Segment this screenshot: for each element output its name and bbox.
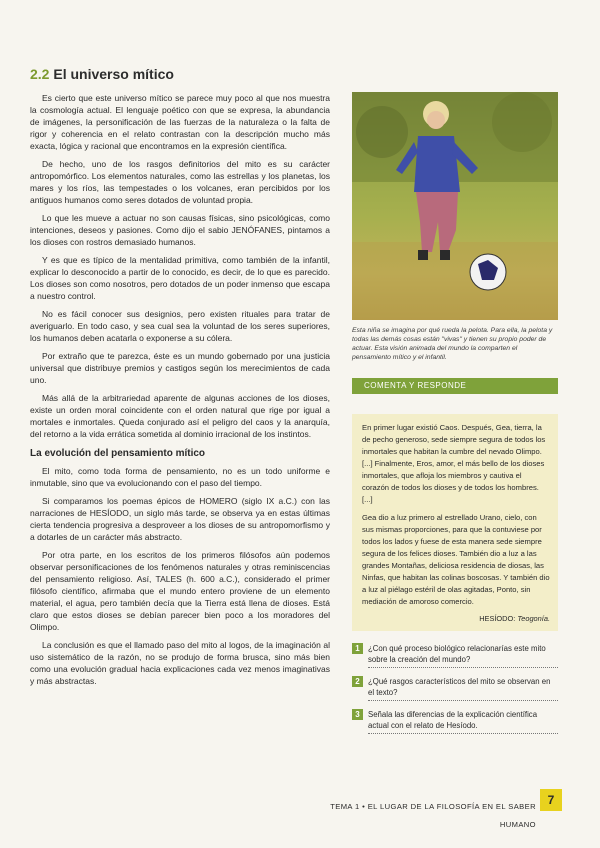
question-list — [352, 643, 558, 734]
question-item — [352, 676, 558, 701]
question-number: 3 — [352, 709, 363, 720]
paragraph: No es fácil conocer sus designios, pero existen rituales para tratar de averiguarlo. En todo caso, y sea cual sea la voluntad de los seres superiores, los humanos deben acatarla o exponerse a su cólera. — [30, 309, 330, 343]
quote-author: HESÍODO: — [479, 614, 516, 623]
paragraph: Lo que les mueve a actuar no son causas físicas, sino psicológicas, como intenciones, deseos y pasiones. Como dijo el sabio JENÓFANES, pintamos a los dioses con rostros demasiado humanos. — [30, 213, 330, 247]
paragraph: Más allá de la arbitrariedad aparente de algunas acciones de los dioses, existe un orden moral coincidente con el orden natural que rige por igual a mortales e inmortales. Queda conjurado así el peligro del caos y la anarquía, del retorno a la vida errática sometida al dominio irracional de los instintos. — [30, 393, 330, 439]
question-item — [352, 709, 558, 734]
question-number: 2 — [352, 676, 363, 687]
question-text: ¿Qué rasgos característicos del mito se observan en el texto? — [368, 676, 558, 701]
quote-box — [352, 414, 558, 631]
section-number: 2.2 — [30, 66, 50, 82]
question-text: ¿Con qué proceso biológico relacionarías este mito sobre la creación del mundo? — [368, 643, 558, 668]
page-footer — [300, 796, 536, 832]
quote-paragraph: Gea dio a luz primero al estrellado Urano, cielo, con sus mismas proporciones, para que la contuviese por todos los lados y fuese de esta manera sede siempre segura de los felices dioses. También dio a luz a las grandes Montañas, deliciosa residencia de diosas, las Ninfas, que habitan las colinas boscosas. Y también dio a luz al piélago estéril de olas agitadas, Ponto, sin mediación de amoroso comercio. — [362, 513, 550, 606]
paragraph: Por otra parte, en los escritos de los primeros filósofos aún podemos observar personificaciones de los fenómenos naturales y otras reminiscencias del pensamiento religioso. Así, TALES (h. 600 a.C.), considerado el primer filósofo científico, afirmaba que el mundo entero proviene de un elemento material, el agua, pero también decía que la Tierra está llena de dioses. Está claro que estos dioses se debían parecer bien poco a los moradores del Olimpo. — [30, 550, 330, 632]
quote-paragraph: En primer lugar existió Caos. Después, Gea, tierra, la de pecho generoso, sede siempre segura de todos los inmortales que habitan la cumbre del nevado Olimpo. [...] Finalmente, Eros, amor, el más bello de los dioses inmortales, que afloja los miembros y cautiva el corazón de todos los dioses y de todos los hombres. [...] — [362, 423, 546, 504]
photo-caption: Esta niña se imagina por qué rueda la pelota. Para ella, la pelota y todas las demás cosas están "vivas" y tienen su propio poder de actuar. Esta visión animada del mundo la comparten el pensamiento mítico y el infantil. — [352, 327, 553, 361]
section-title: El universo mítico — [53, 66, 174, 82]
sidebar-column — [352, 92, 558, 742]
paragraph: Es cierto que este universo mítico se parece muy poco al que nos muestra la cosmología actual. El lenguaje poético con que se expresa, la abundancia de imágenes, la personificación de las fuerzas de la naturaleza o la falta de rigor y coherencia en el relato contrastan con la descripción mucho más exacta, lógica y racional que encontramos en la expresión científica. — [30, 93, 330, 151]
page-number: 7 — [547, 793, 555, 807]
paragraph: La conclusión es que el llamado paso del mito al logos, de la imaginación al uso sistemático de la razón, no se produjo de forma brusca, sino más bien como una evolución gradual hacia explicaciones cada vez menos imaginativas y más abstractas. — [30, 640, 330, 686]
paragraph: Y es que es típico de la mentalidad primitiva, como también de la infantil, explicar lo desconocido a partir de lo conocido, es decir, de lo que es parecido. Los dioses son como nosotros, pero dotados de un poder inmenso que escapa a nuestro control. — [30, 255, 330, 301]
comenta-label: COMENTA Y RESPONDE — [364, 381, 467, 390]
main-text-column — [30, 66, 330, 693]
quote-work: Teogonía. — [517, 614, 550, 623]
question-text: Señala las diferencias de la explicación científica actual con el relato de Hesíodo. — [368, 709, 558, 734]
footer-text: TEMA 1 • EL LUGAR DE LA FILOSOFÍA EN EL SABER HUMANO — [330, 802, 536, 829]
section-heading — [30, 66, 330, 82]
paragraph: Por extraño que te parezca, éste es un mundo gobernado por una justicia universal que distribuye premios y castigos según los merecimientos de cada uno. — [30, 351, 330, 385]
paragraph: Si comparamos los poemas épicos de HOMERO (siglo IX a.C.) con las narraciones de HESÍODO, un siglo más tarde, se observa ya en estas últimas cierta tendencia progresiva a desproveer a los dioses de su antropomorfismo y a dotarles de un carácter más abstracto. — [30, 496, 330, 542]
comenta-header — [352, 378, 558, 394]
question-number: 1 — [352, 643, 363, 654]
photo-illustration — [352, 92, 558, 320]
child-with-ball-photo — [352, 92, 558, 320]
subsection-title: La evolución del pensamiento mítico — [30, 448, 206, 459]
page-number-box — [540, 789, 562, 811]
paragraph: De hecho, uno de los rasgos definitorios del mito es su carácter antropomórfico. Los elementos naturales, como las estrellas y los planetas, los mares y los ríos, las tempestades o los volcanes, eran percibidos por los antiguos humanos como seres dotados de voluntad propia. — [30, 159, 330, 205]
quote-source — [362, 614, 550, 623]
paragraph: El mito, como toda forma de pensamiento, no es un todo uniforme e inmutable, sino que va evolucionando con el paso del tiempo. — [30, 466, 330, 488]
question-item — [352, 643, 558, 668]
